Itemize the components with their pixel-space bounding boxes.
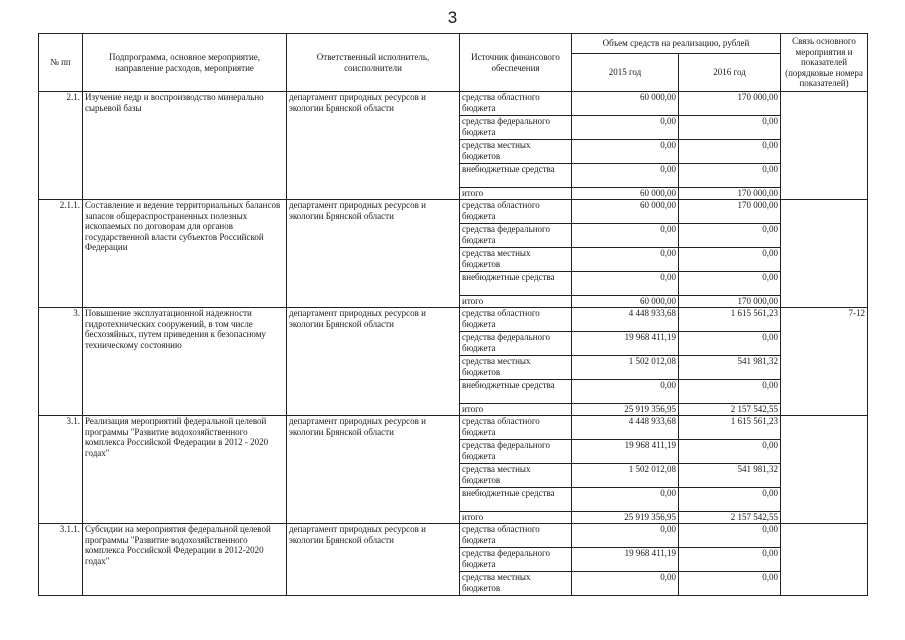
amount-2015: 4 448 933,68 — [572, 416, 679, 440]
amount-2016: 541 981,32 — [679, 464, 781, 488]
funding-source: внебюджетные средства — [460, 272, 572, 296]
funding-source: средства федерального бюджета — [460, 332, 572, 356]
table-row — [39, 308, 868, 332]
item-number: 3.1. — [39, 416, 83, 524]
funding-source: средства областного бюджета — [460, 416, 572, 440]
amount-2015: 0,00 — [572, 524, 679, 548]
funding-source: средства местных бюджетов — [460, 572, 572, 596]
total-label: итого — [460, 512, 572, 524]
budget-table — [38, 33, 868, 596]
table-row — [39, 416, 868, 440]
table-row — [39, 200, 868, 224]
amount-2016: 0,00 — [679, 140, 781, 164]
funding-source: средства местных бюджетов — [460, 248, 572, 272]
funding-source: средства местных бюджетов — [460, 140, 572, 164]
amount-2016: 0,00 — [679, 488, 781, 512]
item-executor: департамент природных ресурсов и экологии Брянской области — [287, 524, 460, 596]
item-name: Реализация мероприятий федеральной целевой программы "Развитие водохозяйственного комплекса Российской Федерации в 2012 - 2020 годах" — [83, 416, 287, 524]
total-label: итого — [460, 296, 572, 308]
funding-source: средства местных бюджетов — [460, 464, 572, 488]
item-number: 2.1.1. — [39, 200, 83, 308]
indicator-link — [781, 416, 868, 524]
amount-2016: 1 615 561,23 — [679, 416, 781, 440]
item-executor: департамент природных ресурсов и экологии Брянской области — [287, 308, 460, 416]
amount-2016: 0,00 — [679, 440, 781, 464]
amount-2015: 4 448 933,68 — [572, 308, 679, 332]
indicator-link — [781, 524, 868, 596]
funding-source: средства федерального бюджета — [460, 548, 572, 572]
funding-source: внебюджетные средства — [460, 488, 572, 512]
amount-2016: 0,00 — [679, 248, 781, 272]
amount-2016: 170 000,00 — [679, 296, 781, 308]
funding-source: средства областного бюджета — [460, 308, 572, 332]
amount-2015: 0,00 — [572, 272, 679, 296]
amount-2015: 0,00 — [572, 380, 679, 404]
amount-2015: 60 000,00 — [572, 296, 679, 308]
item-number: 3. — [39, 308, 83, 416]
amount-2015: 60 000,00 — [572, 188, 679, 200]
amount-2015: 60 000,00 — [572, 92, 679, 116]
amount-2015: 1 502 012,08 — [572, 356, 679, 380]
amount-2015: 19 968 411,19 — [572, 440, 679, 464]
item-name: Изучение недр и воспроизводство минерально сырьевой базы — [83, 92, 287, 200]
table-header — [39, 34, 868, 92]
amount-2015: 0,00 — [572, 248, 679, 272]
table-row — [39, 524, 868, 548]
amount-2016: 170 000,00 — [679, 188, 781, 200]
amount-2016: 2 157 542,55 — [679, 404, 781, 416]
funding-source: средства федерального бюджета — [460, 224, 572, 248]
header-year-2015: 2015 год — [572, 54, 679, 92]
funding-source: средства федерального бюджета — [460, 440, 572, 464]
header-executor: Ответственный исполнитель, соисполнители — [287, 34, 460, 92]
amount-2015: 1 502 012,08 — [572, 464, 679, 488]
table-row — [39, 92, 868, 116]
amount-2016: 1 615 561,23 — [679, 308, 781, 332]
header-year-2016: 2016 год — [679, 54, 781, 92]
item-name: Повышение эксплуатационной надежности гидротехнических сооружений, в том числе бесхозяйных, путем приведения к безопасному техническому состоянию — [83, 308, 287, 416]
funding-source: средства областного бюджета — [460, 524, 572, 548]
funding-source: средства областного бюджета — [460, 200, 572, 224]
table-body — [39, 92, 868, 596]
total-label: итого — [460, 404, 572, 416]
header-subprogram: Подпрограмма, основное мероприятие, направление расходов, мероприятие — [83, 34, 287, 92]
header-volume: Объем средств на реализацию, рублей — [572, 34, 781, 54]
amount-2016: 0,00 — [679, 572, 781, 596]
indicator-link: 7-12 — [781, 308, 868, 416]
amount-2015: 60 000,00 — [572, 200, 679, 224]
total-label: итого — [460, 188, 572, 200]
item-number: 3.1.1. — [39, 524, 83, 596]
page-number: 3 — [447, 8, 458, 27]
item-executor: департамент природных ресурсов и экологии Брянской области — [287, 416, 460, 524]
amount-2015: 0,00 — [572, 140, 679, 164]
amount-2016: 170 000,00 — [679, 92, 781, 116]
amount-2015: 0,00 — [572, 572, 679, 596]
amount-2016: 2 157 542,55 — [679, 512, 781, 524]
amount-2016: 0,00 — [679, 548, 781, 572]
header-source: Источник финансового обеспечения — [460, 34, 572, 92]
funding-source: внебюджетные средства — [460, 164, 572, 188]
amount-2016: 0,00 — [679, 380, 781, 404]
amount-2015: 19 968 411,19 — [572, 332, 679, 356]
indicator-link — [781, 200, 868, 308]
amount-2015: 0,00 — [572, 116, 679, 140]
amount-2015: 0,00 — [572, 164, 679, 188]
funding-source: средства местных бюджетов — [460, 356, 572, 380]
amount-2016: 0,00 — [679, 524, 781, 548]
amount-2016: 170 000,00 — [679, 200, 781, 224]
item-name: Субсидии на мероприятия федеральной целевой программы "Развитие водохозяйственного комплекса Российской Федерации в 2012-2020 годах" — [83, 524, 287, 596]
item-executor: департамент природных ресурсов и экологии Брянской области — [287, 200, 460, 308]
amount-2016: 541 981,32 — [679, 356, 781, 380]
header-link: Связь основного мероприятия и показателей (порядковые номера показателей) — [781, 34, 868, 92]
amount-2015: 0,00 — [572, 488, 679, 512]
amount-2016: 0,00 — [679, 116, 781, 140]
item-number: 2.1. — [39, 92, 83, 200]
item-executor: департамент природных ресурсов и экологии Брянской области — [287, 92, 460, 200]
header-num: № пп — [39, 34, 83, 92]
amount-2015: 25 919 356,95 — [572, 404, 679, 416]
amount-2016: 0,00 — [679, 224, 781, 248]
item-name: Составление и ведение территориальных балансов запасов общераспространенных полезных ископаемых по договорам для органов государственной власти субъектов Российской Федерации — [83, 200, 287, 308]
funding-source: внебюджетные средства — [460, 380, 572, 404]
amount-2015: 19 968 411,19 — [572, 548, 679, 572]
amount-2016: 0,00 — [679, 272, 781, 296]
amount-2016: 0,00 — [679, 332, 781, 356]
amount-2015: 0,00 — [572, 224, 679, 248]
amount-2015: 25 919 356,95 — [572, 512, 679, 524]
indicator-link — [781, 92, 868, 200]
funding-source: средства областного бюджета — [460, 92, 572, 116]
funding-source: средства федерального бюджета — [460, 116, 572, 140]
amount-2016: 0,00 — [679, 164, 781, 188]
